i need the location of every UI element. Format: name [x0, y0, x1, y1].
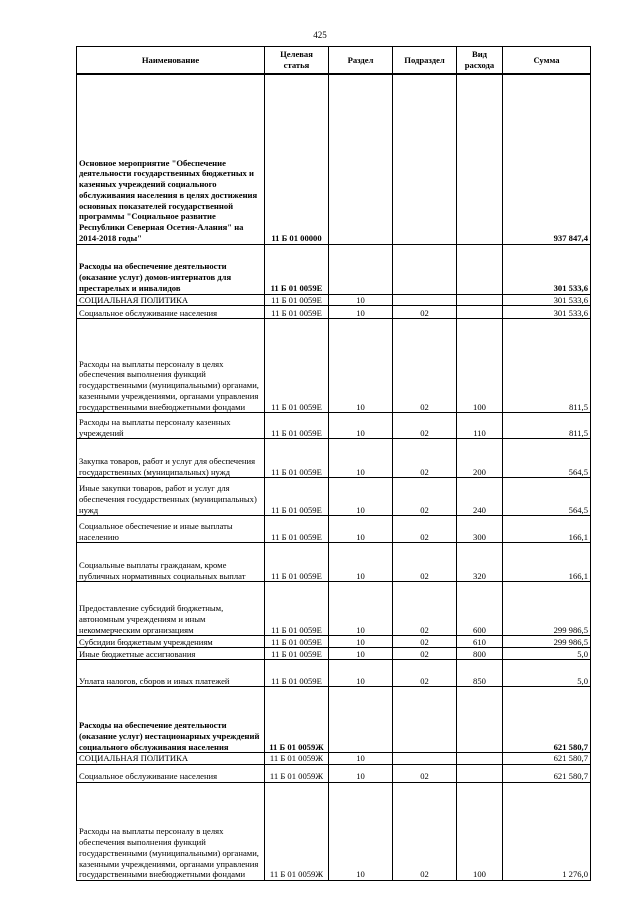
cell-section [329, 687, 393, 753]
cell-name: Расходы на обеспечение деятельности (оказание услуг) нестационарных учреждений социального обслуживания населения [77, 687, 265, 753]
cell-subsection: 02 [393, 636, 457, 648]
cell-name: Расходы на обеспечение деятельности (оказание услуг) домов-интернатов для престарелых и инвалидов [77, 244, 265, 294]
table-row [77, 782, 591, 880]
cell-name: Социальное обслуживание населения [77, 306, 265, 319]
cell-target-code: 11 Б 01 0059Ж [265, 764, 329, 782]
cell-section: 10 [329, 306, 393, 319]
cell-expense-type: 100 [457, 319, 503, 413]
page-number: 425 [313, 30, 327, 40]
cell-section: 10 [329, 582, 393, 636]
table-row [77, 244, 591, 294]
table-row [77, 319, 591, 413]
cell-sum: 5,0 [503, 648, 591, 660]
cell-subsection: 02 [393, 478, 457, 516]
header-sum: Сумма [503, 47, 591, 75]
cell-subsection: 02 [393, 306, 457, 319]
cell-sum: 811,5 [503, 413, 591, 439]
cell-target-code: 11 Б 01 0059Е [265, 582, 329, 636]
cell-name: Субсидии бюджетным учреждениям [77, 636, 265, 648]
table-row [77, 648, 591, 660]
cell-sum: 621 580,7 [503, 764, 591, 782]
cell-expense-type [457, 306, 503, 319]
cell-section: 10 [329, 543, 393, 582]
cell-section: 10 [329, 478, 393, 516]
cell-subsection: 02 [393, 764, 457, 782]
table-body [77, 74, 591, 880]
cell-subsection: 02 [393, 782, 457, 880]
cell-expense-type: 100 [457, 782, 503, 880]
cell-subsection [393, 74, 457, 244]
cell-target-code: 11 Б 01 0059Е [265, 636, 329, 648]
cell-expense-type: 600 [457, 582, 503, 636]
cell-target-code: 11 Б 01 0059Е [265, 543, 329, 582]
cell-sum: 564,5 [503, 478, 591, 516]
cell-expense-type: 850 [457, 660, 503, 687]
table-row [77, 660, 591, 687]
cell-section: 10 [329, 648, 393, 660]
cell-sum: 937 847,4 [503, 74, 591, 244]
cell-name: Предоставление субсидий бюджетным, автономным учреждениям и иным некоммерческим организациям [77, 582, 265, 636]
cell-name: Уплата налогов, сборов и иных платежей [77, 660, 265, 687]
cell-expense-type: 800 [457, 648, 503, 660]
cell-sum: 301 533,6 [503, 244, 591, 294]
cell-name: Расходы на выплаты персоналу в целях обеспечения выполнения функций государственными (муниципальными) органами, казенными учреждениями, органами управления государственными внебюджетными фондами [77, 782, 265, 880]
cell-sum: 166,1 [503, 516, 591, 543]
table-row [77, 478, 591, 516]
cell-expense-type: 320 [457, 543, 503, 582]
cell-section: 10 [329, 439, 393, 478]
cell-expense-type [457, 753, 503, 765]
cell-section: 10 [329, 782, 393, 880]
budget-table [76, 46, 591, 881]
cell-section: 10 [329, 660, 393, 687]
cell-target-code: 11 Б 01 0059Е [265, 244, 329, 294]
cell-target-code: 11 Б 01 0059Е [265, 516, 329, 543]
table-row [77, 543, 591, 582]
cell-target-code: 11 Б 01 0059Е [265, 306, 329, 319]
cell-sum: 299 986,5 [503, 582, 591, 636]
cell-name: Основное мероприятие "Обеспечение деятельности государственных бюджетных и казенных учреждений социального обслуживания населения в целях достижения основных показателей государственной программы "Социальное развитие Республики Северная Осетия-Алания" на 2014-2018 годы" [77, 74, 265, 244]
cell-target-code: 11 Б 01 00000 [265, 74, 329, 244]
cell-name: Социальное обслуживание населения [77, 764, 265, 782]
cell-section: 10 [329, 753, 393, 765]
cell-section [329, 74, 393, 244]
cell-subsection [393, 244, 457, 294]
table-header [77, 47, 591, 75]
cell-subsection: 02 [393, 439, 457, 478]
cell-name: Иные бюджетные ассигнования [77, 648, 265, 660]
table-row [77, 516, 591, 543]
cell-expense-type: 110 [457, 413, 503, 439]
cell-target-code: 11 Б 01 0059Ж [265, 753, 329, 765]
cell-target-code: 11 Б 01 0059Ж [265, 687, 329, 753]
cell-section: 10 [329, 516, 393, 543]
cell-subsection: 02 [393, 543, 457, 582]
cell-section [329, 244, 393, 294]
cell-target-code: 11 Б 01 0059Е [265, 648, 329, 660]
cell-target-code: 11 Б 01 0059Е [265, 294, 329, 306]
cell-name: Расходы на выплаты персоналу в целях обеспечения выполнения функций государственными (муниципальными) органами, казенными учреждениями, органами управления государственными внебюджетными фондами [77, 319, 265, 413]
cell-subsection [393, 294, 457, 306]
cell-section: 10 [329, 294, 393, 306]
cell-sum: 299 986,5 [503, 636, 591, 648]
cell-subsection: 02 [393, 516, 457, 543]
header-expense-type: Вид расхода [457, 47, 503, 75]
cell-sum: 301 533,6 [503, 294, 591, 306]
cell-target-code: 11 Б 01 0059Е [265, 413, 329, 439]
cell-target-code: 11 Б 01 0059Е [265, 660, 329, 687]
cell-section: 10 [329, 413, 393, 439]
cell-subsection: 02 [393, 648, 457, 660]
cell-target-code: 11 Б 01 0059Е [265, 319, 329, 413]
header-code: Целевая статья [265, 47, 329, 75]
cell-section: 10 [329, 764, 393, 782]
cell-subsection: 02 [393, 660, 457, 687]
cell-sum: 621 580,7 [503, 687, 591, 753]
cell-subsection [393, 687, 457, 753]
table-row [77, 687, 591, 753]
cell-subsection [393, 753, 457, 765]
cell-sum: 811,5 [503, 319, 591, 413]
cell-sum: 621 580,7 [503, 753, 591, 765]
cell-name: Иные закупки товаров, работ и услуг для обеспечения государственных (муниципальных) нужд [77, 478, 265, 516]
cell-name: Расходы на выплаты персоналу казенных учреждений [77, 413, 265, 439]
cell-expense-type: 300 [457, 516, 503, 543]
table-row [77, 294, 591, 306]
cell-target-code: 11 Б 01 0059Ж [265, 782, 329, 880]
cell-sum: 1 276,0 [503, 782, 591, 880]
cell-name: Закупка товаров, работ и услуг для обеспечения государственных (муниципальных) нужд [77, 439, 265, 478]
cell-target-code: 11 Б 01 0059Е [265, 439, 329, 478]
table-row [77, 413, 591, 439]
cell-section: 10 [329, 319, 393, 413]
cell-sum: 301 533,6 [503, 306, 591, 319]
cell-subsection: 02 [393, 413, 457, 439]
cell-expense-type: 610 [457, 636, 503, 648]
cell-sum: 564,5 [503, 439, 591, 478]
cell-sum: 5,0 [503, 660, 591, 687]
cell-sum: 166,1 [503, 543, 591, 582]
table-row [77, 306, 591, 319]
header-section: Раздел [329, 47, 393, 75]
table-row [77, 764, 591, 782]
cell-expense-type [457, 687, 503, 753]
cell-name: СОЦИАЛЬНАЯ ПОЛИТИКА [77, 753, 265, 765]
table-row [77, 439, 591, 478]
cell-subsection: 02 [393, 319, 457, 413]
cell-expense-type: 200 [457, 439, 503, 478]
header-subsection: Подраздел [393, 47, 457, 75]
cell-expense-type [457, 294, 503, 306]
table-row [77, 74, 591, 244]
cell-name: Социальное обеспечение и иные выплаты населению [77, 516, 265, 543]
cell-expense-type: 240 [457, 478, 503, 516]
cell-expense-type [457, 244, 503, 294]
cell-expense-type [457, 764, 503, 782]
table-row [77, 582, 591, 636]
cell-name: СОЦИАЛЬНАЯ ПОЛИТИКА [77, 294, 265, 306]
cell-subsection: 02 [393, 582, 457, 636]
header-name: Наименование [77, 47, 265, 75]
cell-target-code: 11 Б 01 0059Е [265, 478, 329, 516]
table-row [77, 636, 591, 648]
cell-section: 10 [329, 636, 393, 648]
cell-name: Социальные выплаты гражданам, кроме публичных нормативных социальных выплат [77, 543, 265, 582]
table-row [77, 753, 591, 765]
cell-expense-type [457, 74, 503, 244]
